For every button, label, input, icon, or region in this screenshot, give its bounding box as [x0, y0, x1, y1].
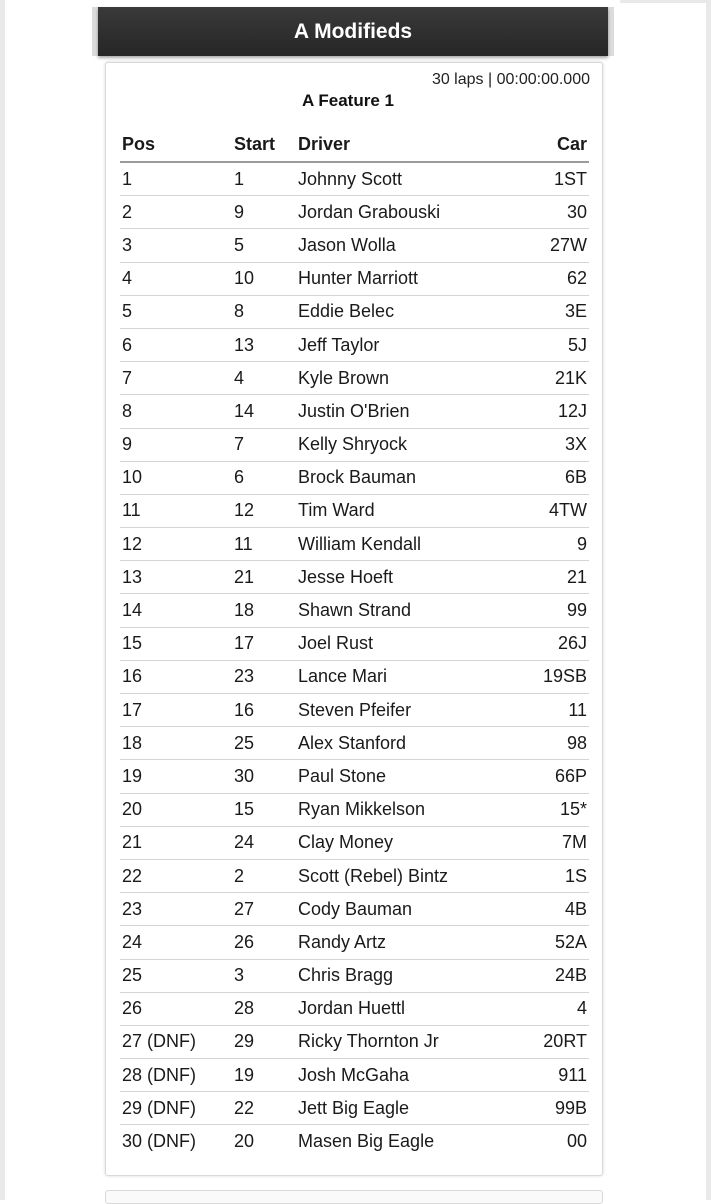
- cell-driver: William Kendall: [296, 528, 524, 561]
- cell-driver: Masen Big Eagle: [298, 1131, 435, 1152]
- table-row: [120, 461, 589, 494]
- cell-driver: Joel Rust: [296, 627, 524, 660]
- cell-car: 7M: [524, 826, 589, 859]
- cell-pos: 2: [120, 196, 234, 229]
- table-row: [120, 959, 589, 992]
- cell-car: 98: [524, 727, 589, 760]
- table-row: [120, 826, 589, 859]
- cell-pos: 3: [120, 229, 234, 262]
- cell-car: 6B: [524, 461, 589, 494]
- cell-pos: 19: [120, 760, 234, 793]
- next-panel-edge: [105, 1190, 603, 1204]
- results-table-wrapper: [120, 127, 589, 1158]
- cell-pos: 18: [120, 727, 234, 760]
- race-laps-time: 30 laps | 00:00:00.000: [431, 71, 590, 88]
- cell-driver: Clay Money: [296, 826, 524, 859]
- cell-car: 4B: [524, 893, 589, 926]
- cell-pos: 7: [120, 362, 234, 395]
- class-heading-text: A Modifieds: [293, 19, 413, 43]
- cell-start: 10: [234, 262, 296, 295]
- cell-start: 9: [234, 196, 296, 229]
- cell-car: 26J: [524, 627, 589, 660]
- cell-driver: Hunter Marriott: [296, 262, 524, 295]
- table-row: [120, 1025, 589, 1058]
- cell-pos: 29 (DNF): [120, 1092, 234, 1125]
- cell-driver: Johnny Scott: [296, 162, 524, 196]
- cell-pos: 1: [120, 162, 234, 196]
- cell-start: 13: [234, 328, 296, 361]
- cell-driver: Tim Ward: [296, 494, 524, 527]
- cell-pos: 27 (DNF): [120, 1025, 234, 1058]
- cell-start: 7: [234, 428, 296, 461]
- cell-car: 12J: [524, 395, 589, 428]
- table-row: [120, 694, 589, 727]
- cell-pos: 20: [120, 793, 234, 826]
- cell-start: 26: [234, 926, 296, 959]
- table-row: [120, 262, 589, 295]
- race-title: [106, 91, 602, 111]
- cell-driver: Jason Wolla: [296, 229, 524, 262]
- cell-car: 62: [524, 262, 589, 295]
- cell-pos: 4: [120, 262, 234, 295]
- column-header-start: Start: [234, 127, 296, 162]
- table-row: [120, 926, 589, 959]
- cell-start: 24: [234, 826, 296, 859]
- cell-car: 99B: [524, 1092, 589, 1125]
- cell-driver: Randy Artz: [296, 926, 524, 959]
- table-row: [120, 494, 589, 527]
- cell-start: 18: [234, 594, 296, 627]
- table-row: [120, 859, 589, 892]
- cell-start: 2: [234, 859, 296, 892]
- table-row: [120, 1059, 589, 1092]
- cell-pos: 11: [120, 494, 234, 527]
- cell-car: 3E: [524, 295, 589, 328]
- cell-driver: Kyle Brown: [296, 362, 524, 395]
- table-row: [120, 992, 589, 1025]
- cell-start: 8: [234, 295, 296, 328]
- cell-pos: 12: [120, 528, 234, 561]
- cell-pos: 14: [120, 594, 234, 627]
- cell-start: 15: [234, 793, 296, 826]
- table-row: [120, 660, 589, 693]
- cell-start: 4: [234, 362, 296, 395]
- cell-start: 28: [234, 992, 296, 1025]
- table-row: [120, 561, 589, 594]
- cell-car: 4: [524, 992, 589, 1025]
- cell-start: 23: [234, 660, 296, 693]
- cell-start: 30: [234, 760, 296, 793]
- cell-pos: 23: [120, 893, 234, 926]
- cell-driver: Chris Bragg: [296, 959, 524, 992]
- column-header-car: Car: [524, 127, 589, 162]
- top-divider: [620, 0, 711, 3]
- cell-car: 24B: [524, 959, 589, 992]
- cell-start: 21: [234, 561, 296, 594]
- cell-car: 20RT: [524, 1025, 589, 1058]
- cell-driver: Paul Stone: [296, 760, 524, 793]
- table-row: [120, 727, 589, 760]
- cell-start: 5: [234, 229, 296, 262]
- cell-driver: Jordan Grabouski: [296, 196, 524, 229]
- cell-driver: Ryan Mikkelson: [296, 793, 524, 826]
- cell-start: 19: [234, 1059, 296, 1092]
- results-panel: [105, 62, 603, 1176]
- table-row: [120, 196, 589, 229]
- cell-start: 20: [234, 1131, 255, 1152]
- cell-car: 11: [524, 694, 589, 727]
- cell-pos: 15: [120, 627, 234, 660]
- table-row: [120, 1092, 589, 1125]
- cell-car: 00: [566, 1131, 587, 1152]
- cell-start: 1: [234, 162, 296, 196]
- cell-car: 66P: [524, 760, 589, 793]
- cell-driver: Jeff Taylor: [296, 328, 524, 361]
- cell-start: 29: [234, 1025, 296, 1058]
- cell-driver: Jesse Hoeft: [296, 561, 524, 594]
- cell-driver: Cody Bauman: [296, 893, 524, 926]
- cell-car: 9: [524, 528, 589, 561]
- cell-driver: Kelly Shryock: [296, 428, 524, 461]
- cell-pos: 24: [120, 926, 234, 959]
- table-row: [120, 760, 589, 793]
- cell-pos: 5: [120, 295, 234, 328]
- cell-driver: Ricky Thornton Jr: [296, 1025, 524, 1058]
- table-row: [120, 328, 589, 361]
- table-row: [120, 528, 589, 561]
- table-row: [120, 893, 589, 926]
- cell-pos: 26: [120, 992, 234, 1025]
- results-table: [120, 127, 589, 1158]
- cell-pos: 9: [120, 428, 234, 461]
- column-header-pos: Pos: [120, 127, 234, 162]
- cell-car: 99: [524, 594, 589, 627]
- cell-driver: Justin O'Brien: [296, 395, 524, 428]
- cell-car: 30: [524, 196, 589, 229]
- cell-car: 5J: [524, 328, 589, 361]
- cell-driver: Josh McGaha: [296, 1059, 524, 1092]
- cell-pos: 10: [120, 461, 234, 494]
- column-header-driver: Driver: [296, 127, 524, 162]
- cell-start: 25: [234, 727, 296, 760]
- table-row: [120, 395, 589, 428]
- class-heading: [98, 7, 608, 56]
- race-title-text: A Feature 1: [302, 91, 394, 110]
- cell-driver: Alex Stanford: [296, 727, 524, 760]
- cell-start: 27: [234, 893, 296, 926]
- cell-driver: Jordan Huettl: [296, 992, 524, 1025]
- left-page-margin: [0, 0, 5, 1200]
- cell-car: 4TW: [524, 494, 589, 527]
- table-row: [120, 229, 589, 262]
- cell-car: 52A: [524, 926, 589, 959]
- cell-pos: 17: [120, 694, 234, 727]
- cell-driver: Lance Mari: [296, 660, 524, 693]
- cell-driver: Brock Bauman: [296, 461, 524, 494]
- cell-driver: Shawn Strand: [296, 594, 524, 627]
- cell-start: 3: [234, 959, 296, 992]
- cell-car: 21: [524, 561, 589, 594]
- cell-pos: 8: [120, 395, 234, 428]
- cell-pos: 21: [120, 826, 234, 859]
- cell-driver: Eddie Belec: [296, 295, 524, 328]
- table-row: [120, 793, 589, 826]
- table-row: [120, 1125, 589, 1158]
- cell-car: 1S: [524, 859, 589, 892]
- cell-car: 15*: [524, 793, 589, 826]
- cell-car: 19SB: [524, 660, 589, 693]
- cell-pos: 25: [120, 959, 234, 992]
- cell-start: 16: [234, 694, 296, 727]
- table-row: [120, 594, 589, 627]
- table-header-row: [120, 127, 589, 162]
- cell-car: 27W: [524, 229, 589, 262]
- cell-car: 911: [524, 1059, 589, 1092]
- table-row: [120, 627, 589, 660]
- table-row: [120, 428, 589, 461]
- cell-start: 22: [234, 1092, 296, 1125]
- cell-pos: 28 (DNF): [120, 1059, 234, 1092]
- cell-start: 14: [234, 395, 296, 428]
- cell-car: 1ST: [524, 162, 589, 196]
- right-page-margin: [706, 0, 711, 1200]
- cell-start: 6: [234, 461, 296, 494]
- cell-car: 21K: [524, 362, 589, 395]
- cell-start: 11: [234, 528, 296, 561]
- cell-pos: 6: [120, 328, 234, 361]
- cell-driver: Jett Big Eagle: [296, 1092, 524, 1125]
- cell-driver: Scott (Rebel) Bintz: [296, 859, 524, 892]
- cell-driver: Steven Pfeifer: [296, 694, 524, 727]
- cell-pos: 16: [120, 660, 234, 693]
- cell-start: 17: [234, 627, 296, 660]
- table-row: [120, 362, 589, 395]
- results-table-body: [120, 162, 589, 1158]
- cell-car: 3X: [524, 428, 589, 461]
- cell-pos: 13: [120, 561, 234, 594]
- cell-pos: 22: [120, 859, 234, 892]
- cell-pos: 30 (DNF): [122, 1131, 197, 1152]
- table-row: [120, 162, 589, 196]
- cell-start: 12: [234, 494, 296, 527]
- table-row: [120, 295, 589, 328]
- header-right-edge: [608, 7, 614, 56]
